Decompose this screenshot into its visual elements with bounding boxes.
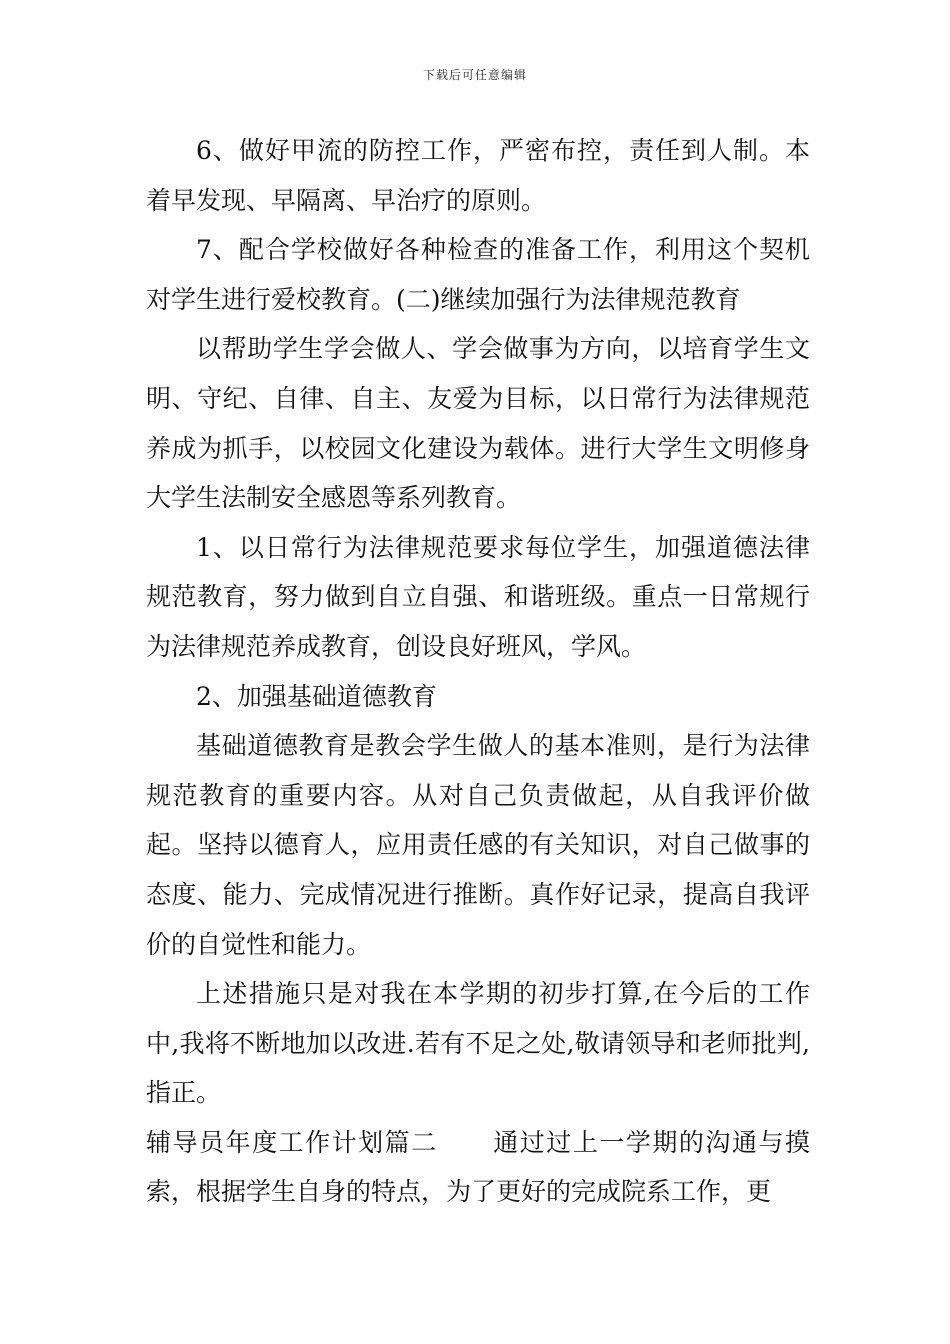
paragraph-6: 基础道德教育是教会学生做人的基本准则，是行为法律规范教育的重要内容。从对自己负责做起，从自我评价做起。坚持以德育人，应用责任感的有关知识，对自己做事的态度、能力、完成情况进行推断。真作好记录，提高自我评价的自觉性和能力。: [146, 731, 810, 959]
paragraph-5: 2、加强基础道德教育: [196, 681, 437, 711]
page-header: 下载后可任意编辑: [422, 68, 527, 82]
section-title: 辅导员年度工作计划篇二: [146, 1127, 438, 1157]
section-paragraph: [146, 1118, 810, 1217]
paragraph-4: 1、以日常行为法律规范要求每位学生，加强道德法律规范教育，努力做到自立自强、和谐班级。重点一日常规行为法律规范养成教育，创设良好班风，学风。: [146, 532, 810, 661]
section-text: 通过过上一学期的沟通与摸索，根据学生自身的特点，为了更好的完成院系工作，更: [146, 1127, 810, 1207]
paragraph-3: 以帮助学生学会做人、学会做事为方向，以培育学生文明、守纪、自律、自主、友爱为目标，以日常行为法律规范养成为抓手，以校园文化建设为载体。进行大学生文明修身大学生法制安全感恩等系列教育。: [146, 334, 810, 513]
document-body: [146, 126, 810, 1217]
paragraph-2: 7、配合学校做好各种检查的准备工作，利用这个契机对学生进行爱校教育。(二)继续加强行为法律规范教育: [146, 235, 810, 314]
paragraph-7: 上述措施只是对我在本学期的初步打算,在今后的工作中,我将不断地加以改进.若有不足之处,敬请领导和老师批判,指正。: [146, 979, 810, 1108]
paragraph-1: 6、做好甲流的防控工作，严密布控，责任到人制。本着早发现、早隔离、早治疗的原则。: [146, 136, 810, 215]
